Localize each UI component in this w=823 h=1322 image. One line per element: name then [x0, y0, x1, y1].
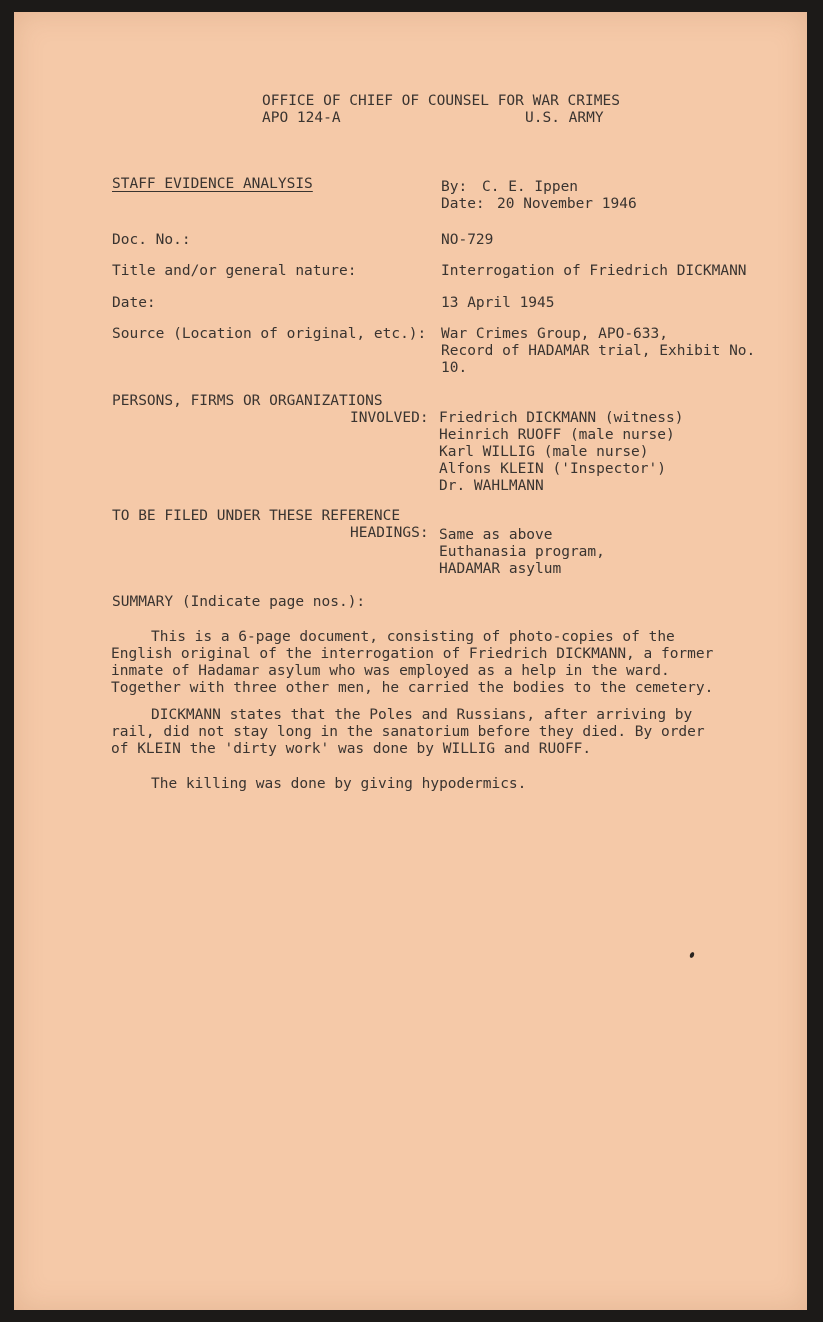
doc-no-label: Doc. No.:	[112, 232, 191, 248]
summary-label: SUMMARY (Indicate page nos.):	[112, 594, 366, 610]
office-heading: OFFICE OF CHIEF OF COUNSEL FOR WAR CRIMES	[262, 93, 620, 109]
reference-label-headings: HEADINGS:	[350, 525, 429, 541]
document-date-label: Date:	[112, 295, 156, 311]
person-entry: Heinrich RUOFF (male nurse)	[439, 427, 675, 443]
person-entry: Dr. WAHLMANN	[439, 478, 544, 494]
by-label: By:	[441, 179, 468, 195]
reference-entry: Same as above	[439, 527, 553, 543]
person-entry: Alfons KLEIN ('Inspector')	[439, 461, 666, 477]
source-line: 10.	[441, 360, 468, 376]
reference-label: TO BE FILED UNDER THESE REFERENCE	[112, 508, 401, 524]
source-line: Record of HADAMAR trial, Exhibit No.	[441, 343, 756, 359]
document-page	[14, 12, 807, 1310]
title-label: Title and/or general nature:	[112, 263, 357, 279]
persons-label-involved: INVOLVED:	[350, 410, 429, 426]
source-label: Source (Location of original, etc.):	[112, 326, 427, 342]
apo-number: APO 124-A	[262, 110, 341, 126]
persons-label: PERSONS, FIRMS OR ORGANIZATIONS	[112, 393, 383, 409]
person-entry: Karl WILLIG (male nurse)	[439, 444, 649, 460]
person-entry: Friedrich DICKMANN (witness)	[439, 410, 684, 426]
analysis-title: STAFF EVIDENCE ANALYSIS	[112, 176, 313, 192]
summary-paragraph: This is a 6-page document, consisting of photo-copies of the English original of the interrogation of Friedrich DICKMANN, a former inmate of Hadamar asylum who was employed as a help in the ward. Together with three other men, he carried the bodies to the cemetery.	[111, 629, 714, 696]
summary-paragraph: The killing was done by giving hypodermics.	[151, 776, 527, 792]
analyst-name: C. E. Ippen	[482, 179, 579, 195]
army-label: U.S. ARMY	[525, 110, 604, 126]
reference-entry: Euthanasia program,	[439, 544, 605, 560]
summary-paragraph: DICKMANN states that the Poles and Russians, after arriving by rail, did not stay long in the sanatorium before they died. By order of KLEIN the 'dirty work' was done by WILLIG and RUOFF.	[111, 707, 705, 757]
document-date-value: 13 April 1945	[441, 295, 555, 311]
doc-no-value: NO-729	[441, 232, 494, 248]
prepared-date-value: 20 November 1946	[497, 196, 637, 212]
title-value: Interrogation of Friedrich DICKMANN	[441, 263, 747, 279]
ink-mark	[689, 951, 695, 958]
prepared-date-label: Date:	[441, 196, 485, 212]
source-line: War Crimes Group, APO-633,	[441, 326, 668, 342]
reference-entry: HADAMAR asylum	[439, 561, 562, 577]
